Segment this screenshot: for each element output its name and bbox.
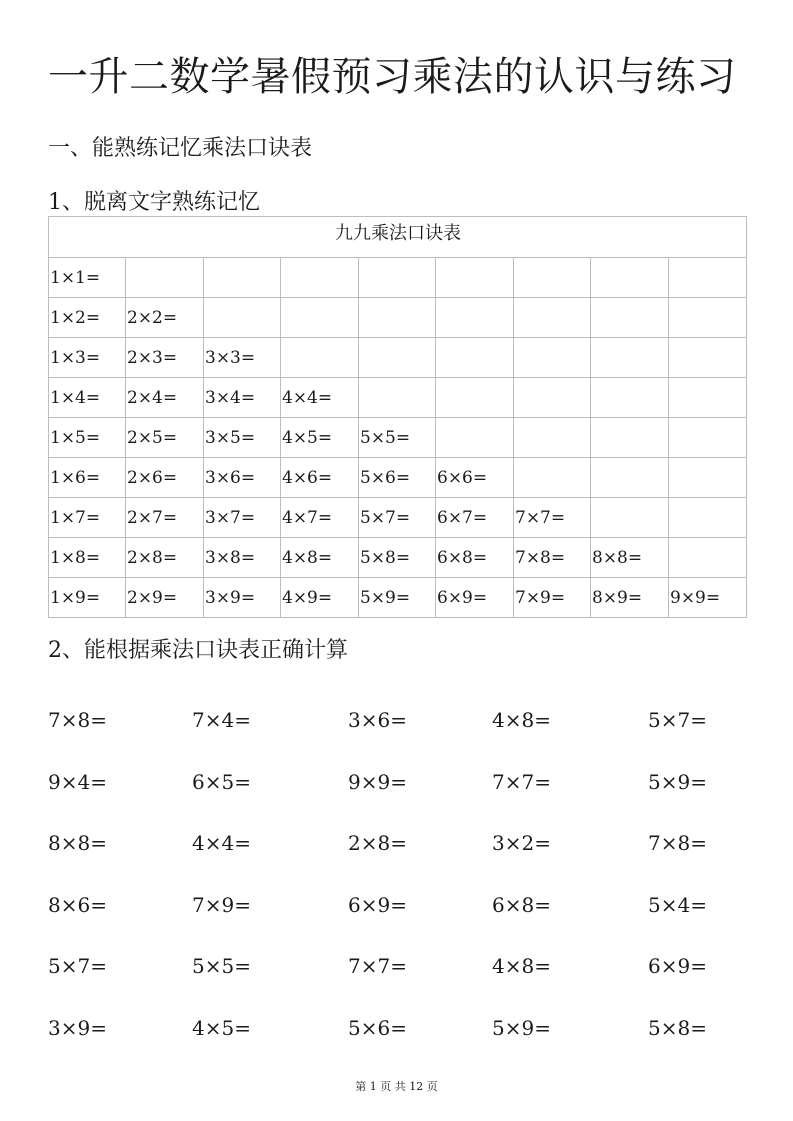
part1-title: 1、脱离文字熟练记忆 xyxy=(48,190,260,215)
exercise-row xyxy=(48,823,748,885)
table-cell: 2×7= xyxy=(126,498,204,538)
exercise-item: 3×2= xyxy=(492,831,551,855)
table-cell xyxy=(514,338,591,378)
table-cell xyxy=(281,258,359,298)
exercise-item: 5×9= xyxy=(648,769,707,794)
exercise-item: 5×5= xyxy=(192,954,251,978)
table-cell xyxy=(436,258,514,298)
exercise-item: 7×9= xyxy=(192,892,251,917)
exercise-item: 9×4= xyxy=(48,769,107,794)
exercise-item: 5×7= xyxy=(648,708,707,732)
table-cell: 4×9= xyxy=(281,578,359,618)
multiplication-table xyxy=(48,216,747,618)
table-cell xyxy=(669,418,747,458)
exercise-item: 6×5= xyxy=(192,769,251,794)
table-cell xyxy=(591,258,669,298)
table-cell xyxy=(281,298,359,338)
exercise-item: 2×8= xyxy=(348,831,407,855)
table-cell xyxy=(669,458,747,498)
table-cell xyxy=(669,298,747,338)
table-cell: 2×8= xyxy=(126,538,204,578)
exercise-grid xyxy=(48,700,748,1069)
table-row xyxy=(49,258,747,298)
table-cell xyxy=(669,378,747,418)
table-cell: 1×9= xyxy=(49,578,126,618)
table-cell: 1×8= xyxy=(49,538,126,578)
table-cell: 4×6= xyxy=(281,458,359,498)
table-cell xyxy=(669,338,747,378)
table-cell xyxy=(126,258,204,298)
table-cell: 6×6= xyxy=(436,458,514,498)
exercise-row xyxy=(48,700,748,762)
page-title: 一升二数学暑假预习乘法的认识与练习 xyxy=(48,54,737,100)
exercise-item: 4×8= xyxy=(492,954,551,978)
table-cell: 5×6= xyxy=(359,458,436,498)
table-cell: 6×7= xyxy=(436,498,514,538)
table-cell: 3×9= xyxy=(204,578,281,618)
exercise-row xyxy=(48,1008,748,1070)
table-cell xyxy=(514,298,591,338)
table-cell xyxy=(591,418,669,458)
table-cell xyxy=(514,458,591,498)
table-cell xyxy=(514,258,591,298)
exercise-item: 6×9= xyxy=(348,892,407,917)
exercise-item: 5×8= xyxy=(648,1015,707,1040)
exercise-item: 4×4= xyxy=(192,831,251,855)
table-row xyxy=(49,378,747,418)
table-cell: 4×8= xyxy=(281,538,359,578)
table-cell xyxy=(204,298,281,338)
table-row xyxy=(49,418,747,458)
table-cell xyxy=(591,458,669,498)
table-cell xyxy=(591,298,669,338)
table-cell: 1×7= xyxy=(49,498,126,538)
table-cell: 7×8= xyxy=(514,538,591,578)
table-caption: 九九乘法口诀表 xyxy=(49,217,747,258)
table-cell: 5×9= xyxy=(359,578,436,618)
exercise-item: 5×7= xyxy=(48,954,107,978)
table-cell: 5×7= xyxy=(359,498,436,538)
exercise-item: 7×7= xyxy=(492,769,551,794)
exercise-item: 7×8= xyxy=(648,831,707,855)
table-cell: 2×9= xyxy=(126,578,204,618)
table-cell xyxy=(591,338,669,378)
table-cell xyxy=(436,378,514,418)
table-cell xyxy=(204,258,281,298)
table-cell: 1×5= xyxy=(49,418,126,458)
exercise-item: 5×9= xyxy=(492,1015,551,1040)
exercise-item: 7×8= xyxy=(48,708,107,732)
exercise-item: 8×8= xyxy=(48,831,107,855)
table-cell xyxy=(281,338,359,378)
table-cell: 5×8= xyxy=(359,538,436,578)
exercise-item: 7×4= xyxy=(192,708,251,732)
table-cell: 9×9= xyxy=(669,578,747,618)
exercise-item: 5×6= xyxy=(348,1015,407,1040)
exercise-item: 7×7= xyxy=(348,954,407,978)
exercise-item: 6×9= xyxy=(648,954,707,978)
table-row xyxy=(49,538,747,578)
table-cell: 4×7= xyxy=(281,498,359,538)
table-cell: 4×5= xyxy=(281,418,359,458)
table-cell: 3×3= xyxy=(204,338,281,378)
table-cell xyxy=(436,298,514,338)
table-cell: 7×9= xyxy=(514,578,591,618)
table-cell: 1×6= xyxy=(49,458,126,498)
table-cell: 2×2= xyxy=(126,298,204,338)
table-cell: 3×6= xyxy=(204,458,281,498)
table-cell xyxy=(669,258,747,298)
exercise-row xyxy=(48,946,748,1008)
table-cell: 8×8= xyxy=(591,538,669,578)
table-cell xyxy=(669,538,747,578)
exercise-item: 4×8= xyxy=(492,708,551,732)
table-cell xyxy=(359,258,436,298)
page-footer: 第 1 页 共 12 页 xyxy=(355,1080,438,1093)
table-cell: 1×4= xyxy=(49,378,126,418)
table-cell: 4×4= xyxy=(281,378,359,418)
exercise-item: 3×9= xyxy=(48,1015,107,1040)
table-cell xyxy=(359,338,436,378)
table-row xyxy=(49,578,747,618)
exercise-item: 4×5= xyxy=(192,1015,251,1040)
table-row xyxy=(49,298,747,338)
table-cell: 3×8= xyxy=(204,538,281,578)
table-cell: 1×3= xyxy=(49,338,126,378)
table-cell: 5×5= xyxy=(359,418,436,458)
table-cell: 1×1= xyxy=(49,258,126,298)
table-cell: 2×6= xyxy=(126,458,204,498)
table-row xyxy=(49,498,747,538)
table-cell: 2×3= xyxy=(126,338,204,378)
table-row xyxy=(49,458,747,498)
exercise-item: 3×6= xyxy=(348,708,407,732)
table-cell: 3×7= xyxy=(204,498,281,538)
table-cell xyxy=(591,378,669,418)
table-cell: 2×5= xyxy=(126,418,204,458)
exercise-item: 6×8= xyxy=(492,892,551,917)
table-cell: 3×4= xyxy=(204,378,281,418)
table-cell: 3×5= xyxy=(204,418,281,458)
table-cell xyxy=(436,338,514,378)
table-cell xyxy=(669,498,747,538)
table-cell: 1×2= xyxy=(49,298,126,338)
table-cell xyxy=(591,498,669,538)
table-row xyxy=(49,338,747,378)
table-cell: 6×9= xyxy=(436,578,514,618)
table-cell: 8×9= xyxy=(591,578,669,618)
table-cell: 2×4= xyxy=(126,378,204,418)
section-title: 一、能熟练记忆乘法口诀表 xyxy=(48,136,313,161)
table-cell xyxy=(436,418,514,458)
exercise-item: 5×4= xyxy=(648,892,707,917)
part2-title: 2、能根据乘法口诀表正确计算 xyxy=(48,638,348,663)
exercise-row xyxy=(48,762,748,824)
table-cell xyxy=(514,418,591,458)
table-cell xyxy=(514,378,591,418)
exercise-row xyxy=(48,885,748,947)
table-cell: 7×7= xyxy=(514,498,591,538)
table-cell xyxy=(359,378,436,418)
table-cell xyxy=(359,298,436,338)
table-caption-row xyxy=(49,217,747,258)
exercise-item: 9×9= xyxy=(348,769,407,794)
table-cell: 6×8= xyxy=(436,538,514,578)
exercise-item: 8×6= xyxy=(48,892,107,917)
